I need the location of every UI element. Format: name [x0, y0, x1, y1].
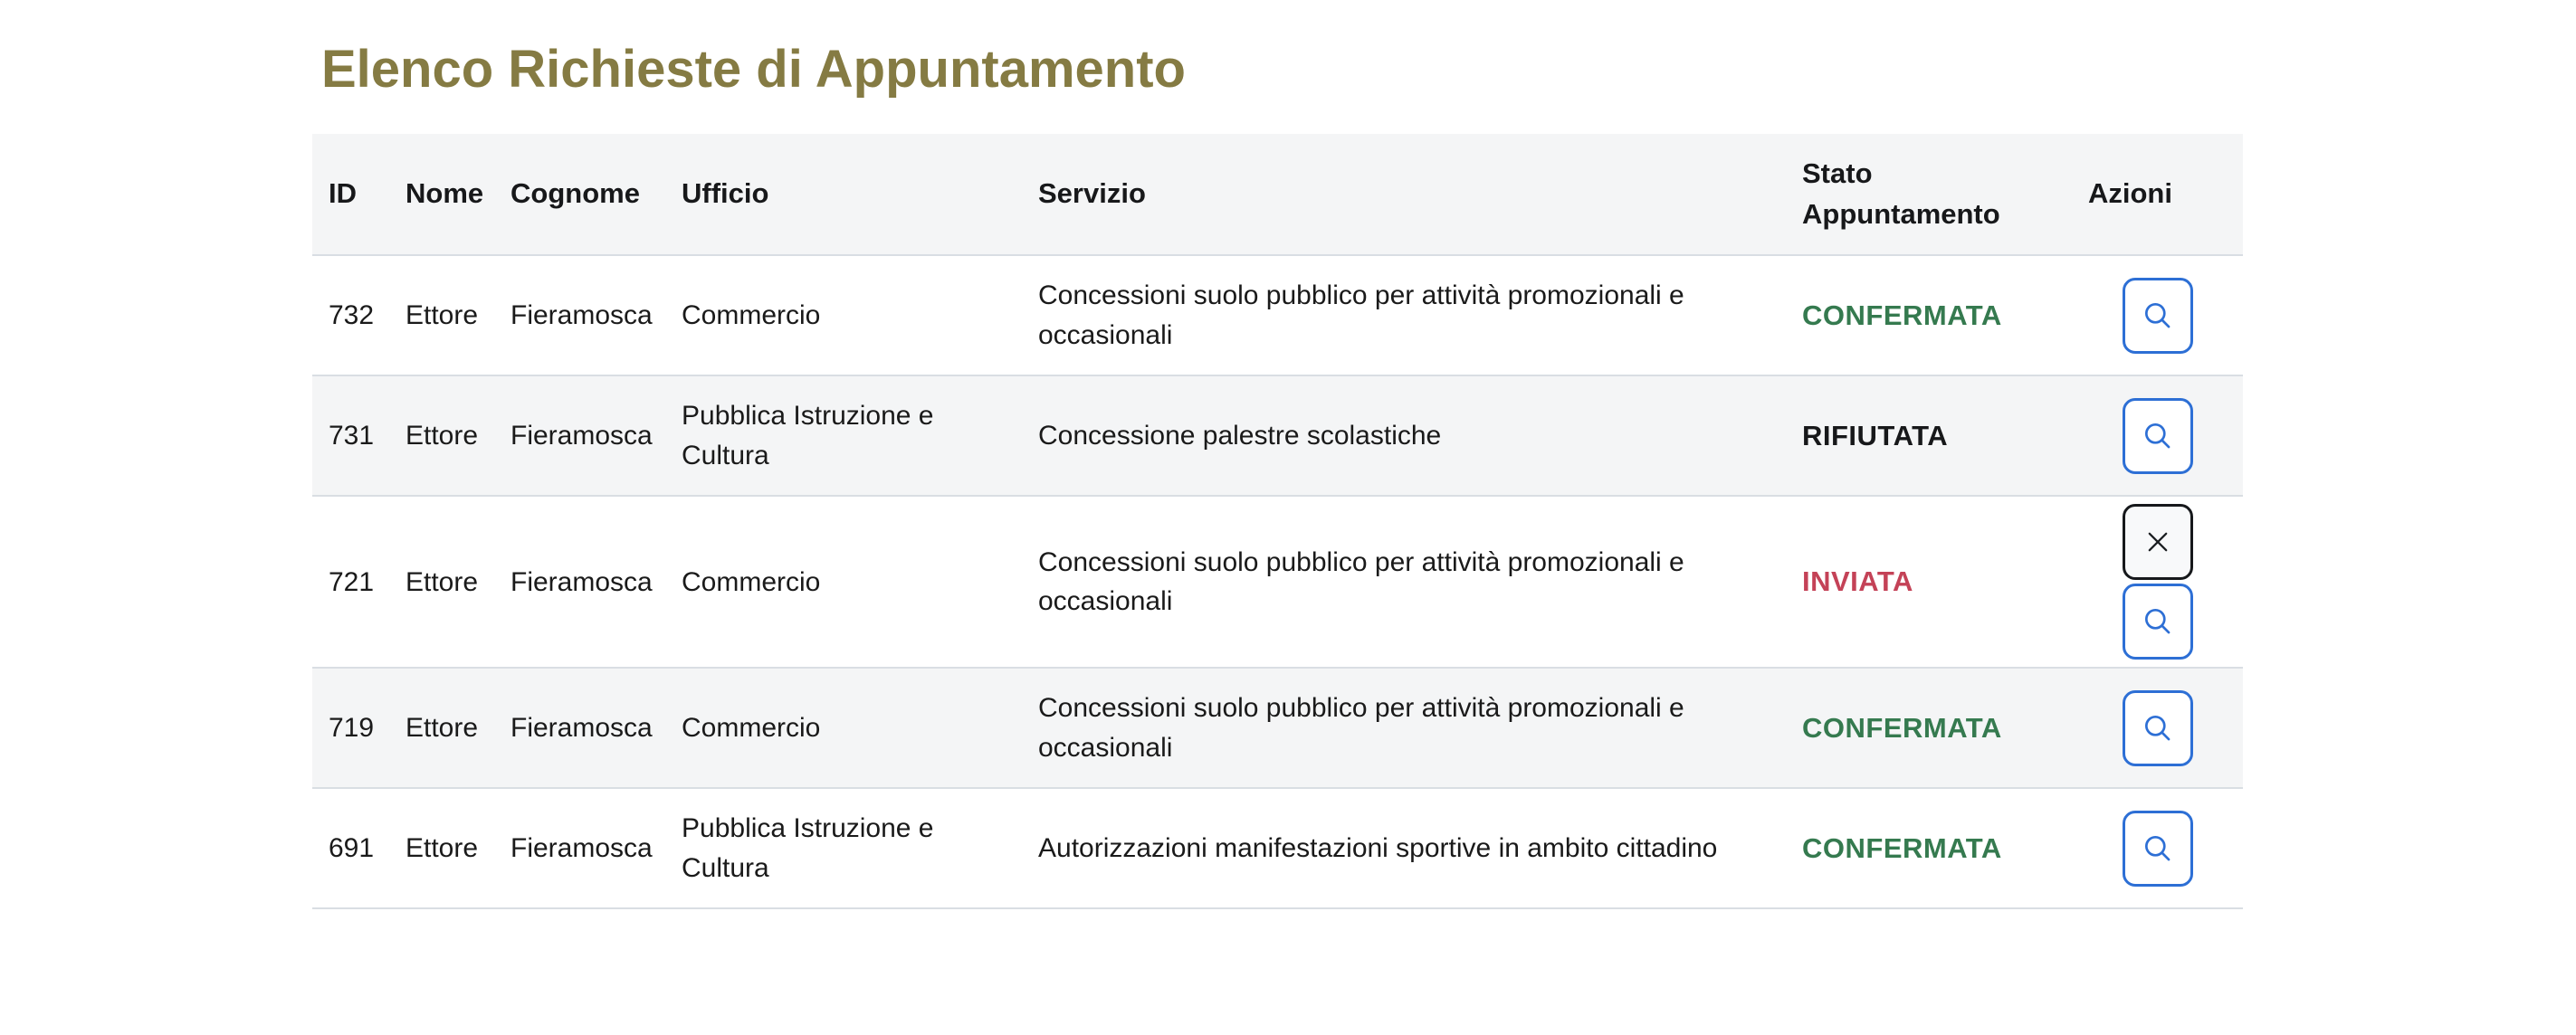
table-row	[312, 496, 2243, 668]
cell-ufficio: Commercio	[682, 713, 821, 744]
cell-stato	[1786, 496, 2072, 668]
cell-cognome: Fieramosca	[510, 713, 653, 744]
table-row	[312, 668, 2243, 788]
cell-nome: Ettore	[405, 300, 479, 331]
cell-stato	[1786, 788, 2072, 908]
cell-nome: Ettore	[405, 421, 479, 451]
cell-nome: Ettore	[405, 713, 479, 744]
cell-cognome: Fieramosca	[510, 300, 653, 331]
cell-ufficio: Pubblica Istruzione e Cultura	[682, 401, 934, 470]
cell-cognome: Fieramosca	[510, 833, 653, 864]
cell-nome: Ettore	[405, 566, 479, 597]
view-detail-button[interactable]	[2123, 398, 2193, 474]
search-icon	[2141, 299, 2175, 333]
cell-azioni	[2072, 496, 2243, 668]
status-badge: INVIATA	[1802, 565, 1913, 597]
appointments-table	[312, 134, 2243, 910]
cell-ufficio: Pubblica Istruzione e Cultura	[682, 813, 934, 883]
appointments-page	[0, 38, 2576, 909]
page-title: Elenco Richieste di Appuntamento	[321, 40, 1186, 99]
cell-ufficio: Commercio	[682, 300, 821, 331]
cell-cognome: Fieramosca	[510, 421, 653, 451]
table-header-row	[312, 134, 2243, 256]
cell-servizio: Concessioni suolo pubblico per attività promozionali e occasionali	[1038, 693, 1684, 763]
cell-azioni	[2072, 375, 2243, 496]
cell-servizio: Concessioni suolo pubblico per attività promozionali e occasionali	[1038, 546, 1684, 617]
column-header-id: ID	[329, 177, 357, 210]
cancel-request-button[interactable]	[2123, 504, 2193, 580]
cell-azioni	[2072, 788, 2243, 908]
search-icon	[2141, 831, 2175, 866]
cell-stato	[1786, 375, 2072, 496]
column-header-stato-appuntamento: Stato Appuntamento	[1802, 157, 2000, 230]
cell-id: 732	[329, 300, 375, 331]
view-detail-button[interactable]	[2123, 278, 2193, 354]
cell-id: 731	[329, 421, 375, 451]
cell-servizio: Autorizzazioni manifestazioni sportive in ambito cittadino	[1038, 833, 1718, 864]
column-header-nome: Nome	[405, 177, 484, 210]
search-icon	[2141, 419, 2175, 453]
search-icon	[2141, 711, 2175, 745]
column-header-servizio: Servizio	[1038, 177, 1146, 210]
table-row	[312, 255, 2243, 375]
cell-cognome: Fieramosca	[510, 566, 653, 597]
status-badge: CONFERMATA	[1802, 831, 2002, 864]
cell-stato	[1786, 668, 2072, 788]
status-badge: CONFERMATA	[1802, 299, 2002, 331]
column-header-azioni: Azioni	[2088, 177, 2172, 210]
status-badge: CONFERMATA	[1802, 711, 2002, 744]
view-detail-button[interactable]	[2123, 811, 2193, 887]
cell-azioni	[2072, 255, 2243, 375]
view-detail-button[interactable]	[2123, 584, 2193, 660]
action-button-stack	[2123, 504, 2193, 660]
cell-ufficio: Commercio	[682, 566, 821, 597]
search-icon	[2141, 604, 2175, 639]
status-badge: RIFIUTATA	[1802, 419, 1949, 451]
cell-id: 691	[329, 833, 375, 864]
cell-azioni	[2072, 668, 2243, 788]
column-header-ufficio: Ufficio	[682, 177, 769, 210]
cell-stato	[1786, 255, 2072, 375]
close-icon	[2142, 527, 2173, 557]
cell-id: 721	[329, 566, 375, 597]
view-detail-button[interactable]	[2123, 690, 2193, 766]
cell-servizio: Concessione palestre scolastiche	[1038, 421, 1442, 451]
table-row	[312, 788, 2243, 908]
cell-nome: Ettore	[405, 833, 479, 864]
column-header-cognome: Cognome	[510, 177, 640, 210]
table-row	[312, 375, 2243, 496]
cell-id: 719	[329, 713, 375, 744]
cell-servizio: Concessioni suolo pubblico per attività promozionali e occasionali	[1038, 280, 1684, 350]
